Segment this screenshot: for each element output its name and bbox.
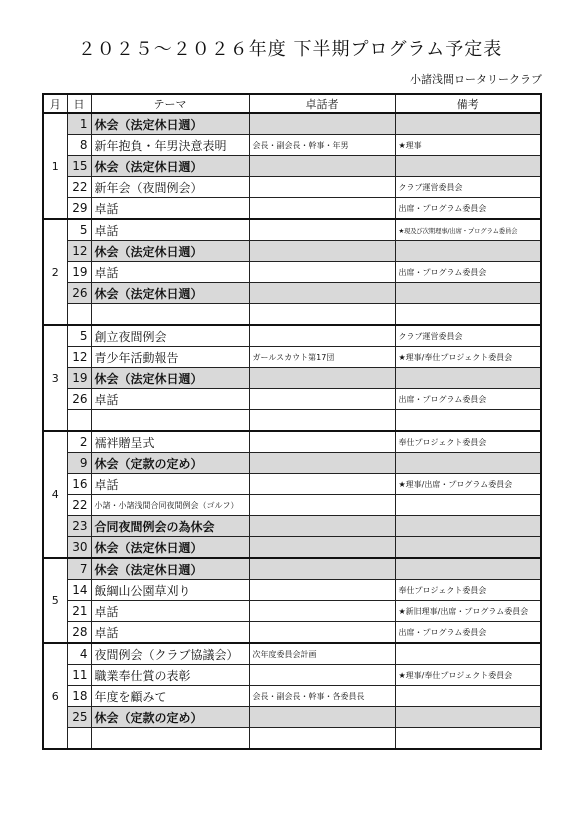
- program-schedule-table: [42, 93, 542, 750]
- day-cell: 25: [67, 707, 91, 728]
- table-row: [43, 156, 541, 177]
- theme-cell: 新年抱負・年男決意表明: [91, 135, 249, 156]
- note-cell: クラブ運営委員会: [395, 177, 541, 198]
- header-speaker: 卓話者: [249, 94, 395, 113]
- day-cell: 9: [67, 453, 91, 474]
- theme-cell: 卓話: [91, 622, 249, 644]
- speaker-cell: [249, 453, 395, 474]
- day-cell: 16: [67, 474, 91, 495]
- table-row: [43, 580, 541, 601]
- table-row: [43, 474, 541, 495]
- theme-cell: 小諸・小諸浅間合同夜間例会（ゴルフ）: [91, 495, 249, 516]
- note-cell: [395, 113, 541, 135]
- page-title: ２０２５～２０２６年度 下半期プログラム予定表: [77, 39, 503, 60]
- day-cell: 8: [67, 135, 91, 156]
- note-cell: ★理事/奉仕プロジェクト委員会: [395, 347, 541, 368]
- table-row: [43, 262, 541, 283]
- speaker-cell: 会長・副会長・幹事・年男: [249, 135, 395, 156]
- table-row: [43, 325, 541, 347]
- theme-cell: 飯綱山公園草刈り: [91, 580, 249, 601]
- table-row: [43, 177, 541, 198]
- day-cell: 18: [67, 686, 91, 707]
- day-cell: 28: [67, 622, 91, 644]
- note-cell: ★理事/奉仕プロジェクト委員会: [395, 665, 541, 686]
- note-cell: 出席・プログラム委員会: [395, 198, 541, 220]
- day-cell: 26: [67, 389, 91, 410]
- note-cell: [395, 453, 541, 474]
- note-cell: ★現及び次期理事/出席・プログラム委員会: [395, 219, 541, 241]
- theme-cell: 卓話: [91, 219, 249, 241]
- day-cell: 5: [67, 325, 91, 347]
- theme-cell: 卓話: [91, 198, 249, 220]
- table-row: [43, 219, 541, 241]
- table-row: [43, 304, 541, 326]
- speaker-cell: [249, 198, 395, 220]
- day-cell: 14: [67, 580, 91, 601]
- theme-cell: 職業奉仕賞の表彰: [91, 665, 249, 686]
- note-cell: [395, 728, 541, 750]
- day-cell: 19: [67, 368, 91, 389]
- note-cell: [395, 516, 541, 537]
- day-cell: 12: [67, 241, 91, 262]
- day-cell: 7: [67, 558, 91, 580]
- table-row: [43, 665, 541, 686]
- note-cell: ★理事: [395, 135, 541, 156]
- speaker-cell: [249, 601, 395, 622]
- theme-cell: 新年会（夜間例会）: [91, 177, 249, 198]
- theme-cell: 休会（法定休日週）: [91, 558, 249, 580]
- day-cell: 29: [67, 198, 91, 220]
- day-cell: 2: [67, 431, 91, 453]
- theme-cell: [91, 728, 249, 750]
- note-cell: ★理事/出席・プログラム委員会: [395, 474, 541, 495]
- speaker-cell: [249, 241, 395, 262]
- day-cell: 23: [67, 516, 91, 537]
- month-cell: 2: [43, 219, 67, 325]
- day-cell: 15: [67, 156, 91, 177]
- theme-cell: 休会（法定休日週）: [91, 368, 249, 389]
- header-day: 日: [67, 94, 91, 113]
- header-month: 月: [43, 94, 67, 113]
- day-cell: 26: [67, 283, 91, 304]
- day-cell: [67, 728, 91, 750]
- note-cell: [395, 410, 541, 432]
- day-cell: 22: [67, 177, 91, 198]
- theme-cell: 休会（法定休日週）: [91, 241, 249, 262]
- club-name: 小諸浅間ロータリークラブ: [410, 73, 542, 86]
- table-row: [43, 113, 541, 135]
- speaker-cell: [249, 177, 395, 198]
- note-cell: 出席・プログラム委員会: [395, 262, 541, 283]
- day-cell: 1: [67, 113, 91, 135]
- note-cell: 出席・プログラム委員会: [395, 389, 541, 410]
- speaker-cell: [249, 495, 395, 516]
- theme-cell: 休会（法定休日週）: [91, 283, 249, 304]
- day-cell: 22: [67, 495, 91, 516]
- table-row: [43, 643, 541, 665]
- table-row: [43, 516, 541, 537]
- speaker-cell: ガールスカウト第17団: [249, 347, 395, 368]
- day-cell: 21: [67, 601, 91, 622]
- speaker-cell: [249, 707, 395, 728]
- theme-cell: 休会（法定休日週）: [91, 113, 249, 135]
- theme-cell: 卓話: [91, 601, 249, 622]
- speaker-cell: [249, 325, 395, 347]
- table-row: [43, 686, 541, 707]
- speaker-cell: [249, 368, 395, 389]
- day-cell: 5: [67, 219, 91, 241]
- theme-cell: 夜間例会（クラブ協議会）: [91, 643, 249, 665]
- note-cell: [395, 156, 541, 177]
- speaker-cell: [249, 219, 395, 241]
- table-row: [43, 198, 541, 220]
- table-row: [43, 368, 541, 389]
- note-cell: [395, 707, 541, 728]
- table-row: [43, 135, 541, 156]
- table-row: [43, 347, 541, 368]
- theme-cell: 休会（法定休日週）: [91, 156, 249, 177]
- speaker-cell: [249, 537, 395, 559]
- note-cell: [395, 643, 541, 665]
- note-cell: [395, 241, 541, 262]
- speaker-cell: [249, 474, 395, 495]
- theme-cell: 卓話: [91, 389, 249, 410]
- header-theme: テーマ: [91, 94, 249, 113]
- note-cell: ★新旧理事/出席・プログラム委員会: [395, 601, 541, 622]
- table-row: [43, 241, 541, 262]
- speaker-cell: [249, 304, 395, 326]
- speaker-cell: [249, 283, 395, 304]
- theme-cell: 年度を顧みて: [91, 686, 249, 707]
- table-row: [43, 622, 541, 644]
- speaker-cell: [249, 262, 395, 283]
- month-cell: 1: [43, 113, 67, 219]
- table-row: [43, 495, 541, 516]
- note-cell: [395, 558, 541, 580]
- table-row: [43, 410, 541, 432]
- table-row: [43, 558, 541, 580]
- speaker-cell: [249, 410, 395, 432]
- day-cell: 4: [67, 643, 91, 665]
- theme-cell: [91, 410, 249, 432]
- theme-cell: 卓話: [91, 262, 249, 283]
- month-cell: 5: [43, 558, 67, 643]
- theme-cell: 青少年活動報告: [91, 347, 249, 368]
- note-cell: 奉仕プロジェクト委員会: [395, 431, 541, 453]
- theme-cell: 休会（法定休日週）: [91, 537, 249, 559]
- theme-cell: 襦袢贈呈式: [91, 431, 249, 453]
- table-row: [43, 728, 541, 750]
- speaker-cell: [249, 580, 395, 601]
- table-row: [43, 601, 541, 622]
- day-cell: 30: [67, 537, 91, 559]
- day-cell: [67, 410, 91, 432]
- note-cell: [395, 368, 541, 389]
- month-cell: 4: [43, 431, 67, 558]
- day-cell: 11: [67, 665, 91, 686]
- speaker-cell: [249, 728, 395, 750]
- table-row: [43, 431, 541, 453]
- month-cell: 3: [43, 325, 67, 431]
- note-cell: [395, 495, 541, 516]
- theme-cell: 合同夜間例会の為休会: [91, 516, 249, 537]
- theme-cell: 卓話: [91, 474, 249, 495]
- table-row: [43, 707, 541, 728]
- speaker-cell: [249, 622, 395, 644]
- theme-cell: 休会（定款の定め）: [91, 453, 249, 474]
- note-cell: [395, 304, 541, 326]
- header-note: 備考: [395, 94, 541, 113]
- day-cell: 12: [67, 347, 91, 368]
- note-cell: 出席・プログラム委員会: [395, 622, 541, 644]
- speaker-cell: [249, 558, 395, 580]
- table-row: [43, 537, 541, 559]
- speaker-cell: 次年度委員会計画: [249, 643, 395, 665]
- theme-cell: 休会（定款の定め）: [91, 707, 249, 728]
- speaker-cell: [249, 431, 395, 453]
- table-header-row: [43, 94, 541, 113]
- schedule-body: [43, 113, 541, 749]
- speaker-cell: [249, 113, 395, 135]
- note-cell: [395, 537, 541, 559]
- month-cell: 6: [43, 643, 67, 749]
- speaker-cell: [249, 156, 395, 177]
- note-cell: クラブ運営委員会: [395, 325, 541, 347]
- note-cell: [395, 686, 541, 707]
- table-row: [43, 283, 541, 304]
- note-cell: [395, 283, 541, 304]
- table-row: [43, 453, 541, 474]
- speaker-cell: [249, 516, 395, 537]
- speaker-cell: [249, 389, 395, 410]
- day-cell: 19: [67, 262, 91, 283]
- speaker-cell: [249, 665, 395, 686]
- note-cell: 奉仕プロジェクト委員会: [395, 580, 541, 601]
- day-cell: [67, 304, 91, 326]
- speaker-cell: 会長・副会長・幹事・各委員長: [249, 686, 395, 707]
- table-row: [43, 389, 541, 410]
- theme-cell: [91, 304, 249, 326]
- theme-cell: 創立夜間例会: [91, 325, 249, 347]
